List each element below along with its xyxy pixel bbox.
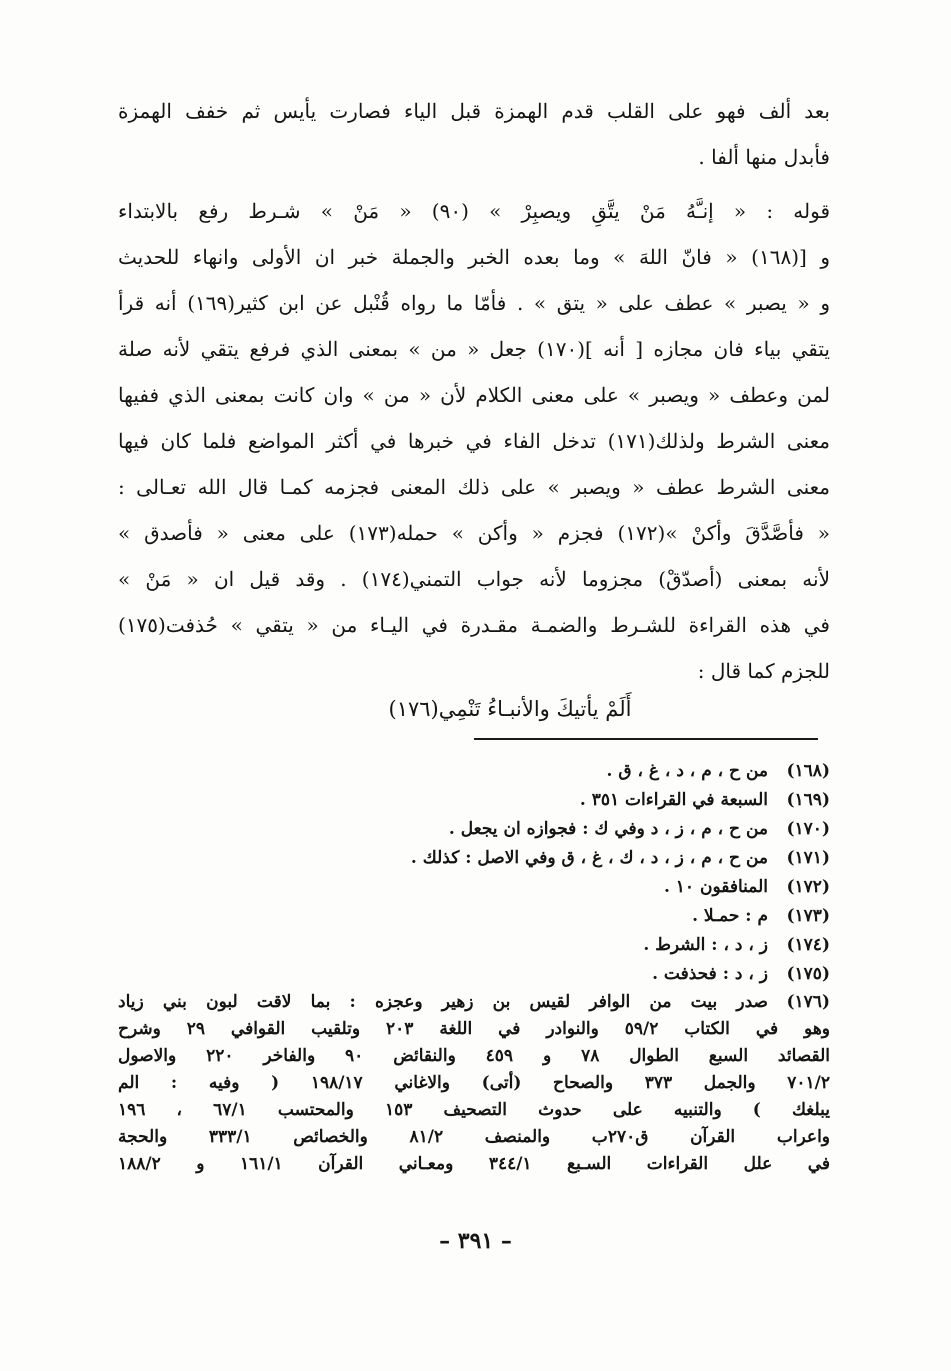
text-line: قوله : « إنـَّهُ مَنْ يتَّقِ ويصبِرْ » (٩٠) « مَنْ » شـرط رفع بالابتداء [118, 199, 830, 223]
footnote-text: ز ، د : فحذفت . [652, 964, 768, 984]
footnote-text: من ح ، م ، د ، غ ، ق . [606, 761, 768, 781]
footnote-number: (١٧٢) [786, 877, 830, 897]
footnote-number: (١٧٤) [786, 935, 830, 955]
footnote-number: (١٧٣) [786, 906, 830, 926]
footnote-line: واعراب القرآن ق٢٧٠ب والمنصف ٨١/٢ والخصائص ٣٣٣/١ والحجة [118, 1127, 830, 1147]
footnote [118, 931, 830, 960]
text-line: معنى الشرط عطف « ويصبر » على ذلك المعنى فجزمه كمـا قال الله تعـالى : [118, 475, 830, 499]
footnote-number: (١٦٨) [786, 761, 830, 781]
footnote [118, 844, 830, 873]
main-text-block [118, 88, 830, 694]
paragraph-gap [118, 180, 830, 188]
footnote-number: (١٧١) [786, 848, 830, 868]
text-line: فأبدل منها ألفا . [698, 145, 830, 169]
footnote-number: (١٧٠) [786, 819, 830, 839]
text-line: معنى الشرط ولذلك(١٧١) تدخل الفاء في خبرها في أكثر المواضع فلما كان فيها [118, 429, 830, 453]
poetry-verse: أَلَمْ يأتيكَ والأنبـاءُ تَنْمِي(١٧٦) [388, 697, 632, 721]
footnote-number: (١٧٦) [786, 992, 830, 1012]
footnote-line: ٧٠١/٢ والجمل ٣٧٣ والصحاح (أتى) والاغاني ١٩٨/١٧ ( وفيه : الم [118, 1073, 830, 1093]
footnotes-block [118, 757, 830, 1178]
footnote [118, 786, 830, 815]
text-line: بعد ألف فهو على القلب قدم الهمزة قبل الياء فصارت يأيس ثم خفف الهمزة [118, 99, 830, 123]
footnote [118, 873, 830, 902]
footnote-line: وهو في الكتاب ٥٩/٢ والنوادر في اللغة ٢٠٣ وتلقيب القوافي ٢٩ وشرح [118, 1019, 830, 1039]
footnote-number: (١٦٩) [786, 790, 830, 810]
footnote-divider [474, 738, 818, 740]
text-line: « فأصَّدَّقَ وأكنْ »(١٧٢) فجزم « وأكن » حمله(١٧٣) على معنى « فأصدق » [118, 521, 830, 545]
text-line: و « يصبر » عطف على « يتق » . فأمّا ما رواه قُنْبل عن ابن كثير(١٦٩) أنه قرأ [118, 291, 830, 315]
footnote-text: من ح ، م ، ز ، د وفي ك : فجوازه ان يجعل . [448, 819, 768, 839]
footnote-line: يبلغك ) والتنبيه على حدوث التصحيف ١٥٣ والمحتسب ٦٧/١ ، ١٩٦ [118, 1100, 830, 1120]
footnote-text: من ح ، م ، ز ، د ، ك ، غ ، ق وفي الاصل : كذلك . [410, 848, 768, 868]
text-line: في هذه القراءة للشـرط والضمـة مقـدرة في اليـاء من « يتقي » حُذفت(١٧٥) [118, 613, 830, 637]
footnote [118, 815, 830, 844]
text-line: للجزم كما قال : [697, 659, 830, 683]
page-number: – ٣٩١ – [439, 1228, 512, 1254]
footnote [118, 989, 830, 1016]
footnote-continuation [118, 1016, 830, 1178]
footnote [118, 902, 830, 931]
text-line: لمن وعطف « ويصبر » على معنى الكلام لأن « من » وان كانت بمعنى الذي ففيها [118, 383, 830, 407]
footnote-text: م : حمـلا . [692, 906, 768, 926]
footnote [118, 757, 830, 786]
text-line: لأنه بمعنى (أصدّقْ) مجزوما لأنه جواب التمني(١٧٤) . وقد قيل ان « مَنْ » [118, 567, 830, 591]
footnote-text: ز ، د ، : الشرط . [643, 935, 768, 955]
footnote-text: صدر بيت من الوافر لقيس بن زهير وعجزه : بما لاقت لبون بني زياد [118, 992, 768, 1012]
footnote [118, 960, 830, 989]
footnote-text: السبعة في القراءات ٣٥١ . [579, 790, 768, 810]
text-line: يتقي بياء فان مجازه [ أنه ](١٧٠) جعل « من » بمعنى الذي فرفع يتقي لأنه صلة [118, 337, 830, 361]
footnote-number: (١٧٥) [786, 964, 830, 984]
footnote-line: القصائد السبع الطوال ٧٨ و ٤٥٩ والنقائض ٩٠ والفاخر ٢٢٠ والاصول [118, 1046, 830, 1066]
footnote-line: في علل القراءات السـبع ٣٤٤/١ ومعـاني القرآن ١٦١/١ و ١٨٨/٢ [118, 1154, 830, 1174]
text-line: و [(١٦٨) « فانّ اللهَ » وما بعده الخبر والجملة خبر ان الأولى وانهاء للحديث [118, 245, 830, 269]
footnote-text: المنافقون ١٠ . [663, 877, 768, 897]
